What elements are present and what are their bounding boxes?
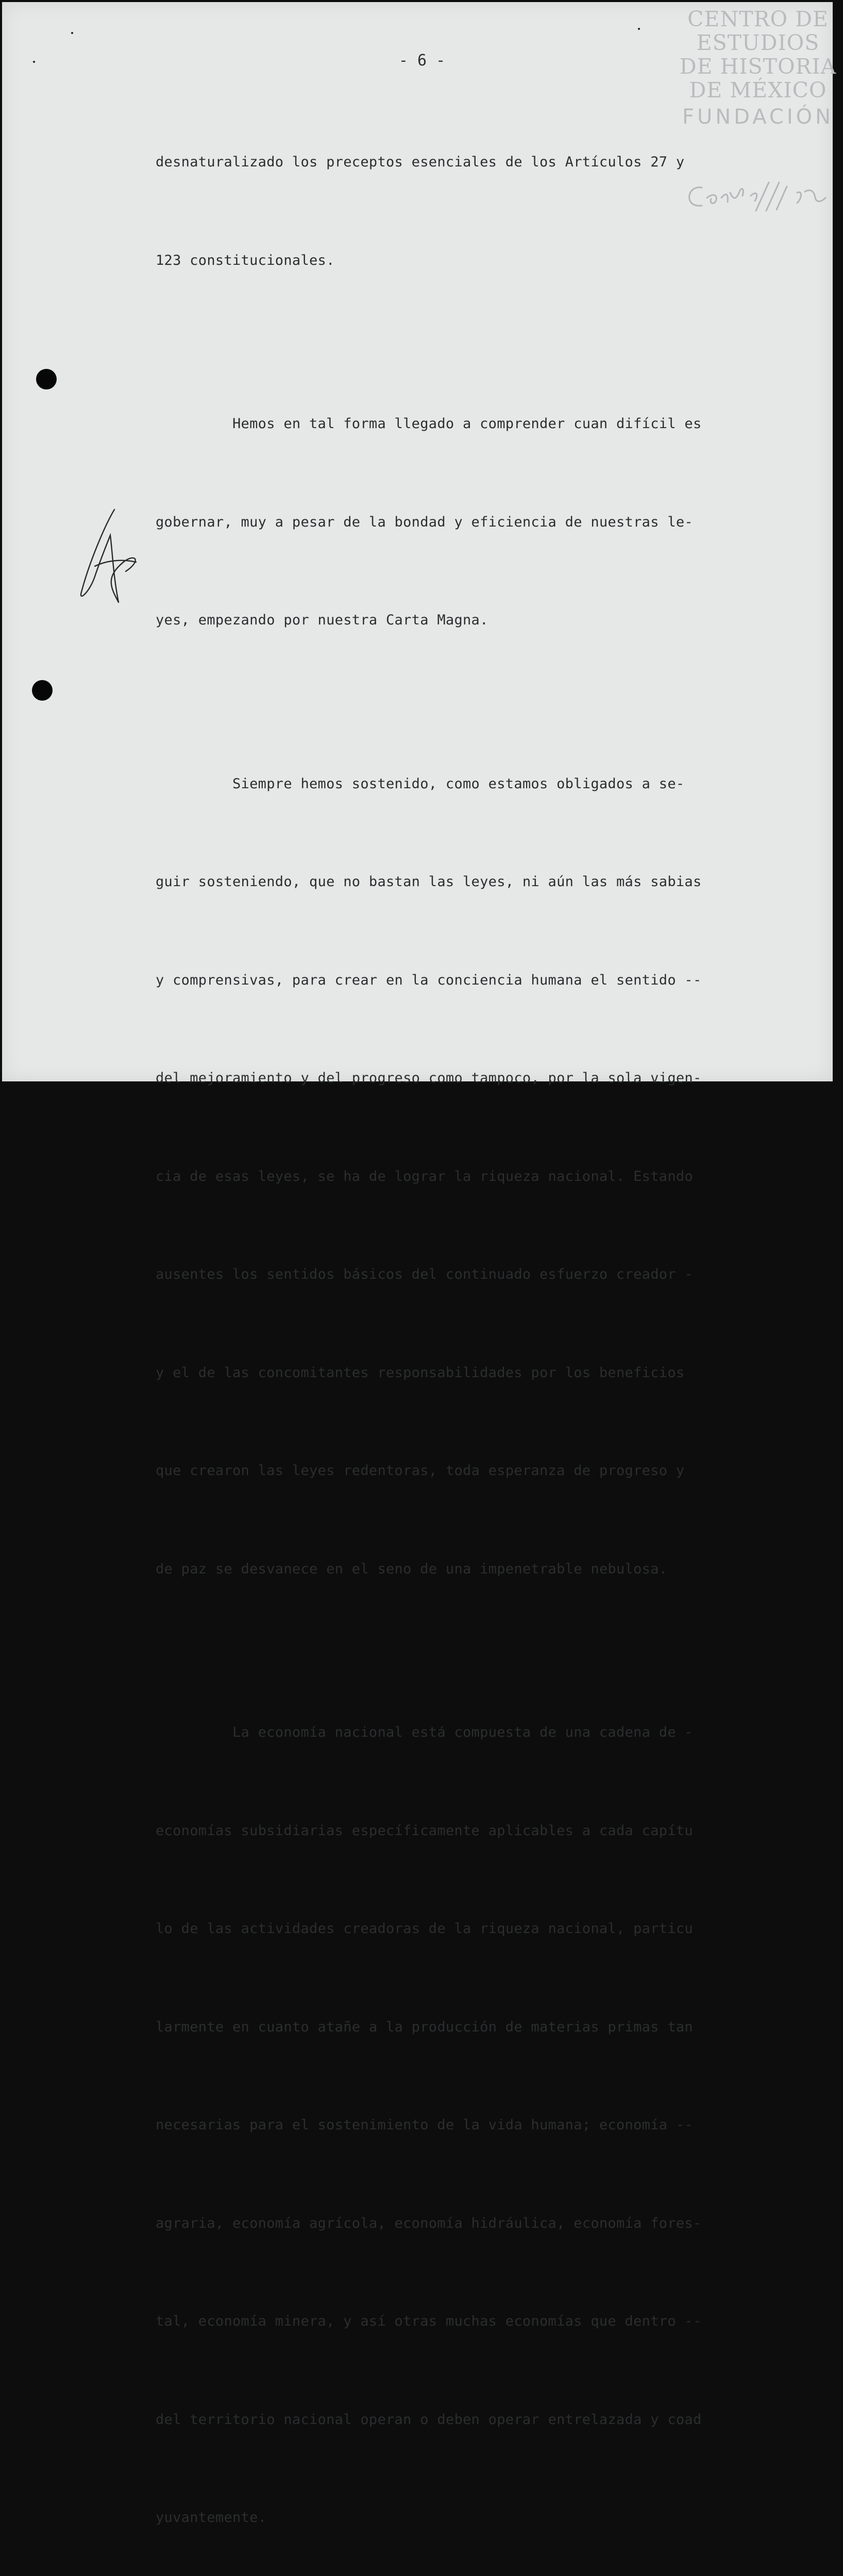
text-line: necesarias para el sostenimiento de la vida humana; economía -- <box>156 2117 693 2133</box>
text-line: guir sosteniendo, que no bastan las leyes, ni aún las más sabias <box>156 874 702 890</box>
watermark-line-2: ESTUDIOS <box>696 30 820 55</box>
page-number: - 6 - <box>398 52 446 70</box>
text-line: lo de las actividades creadoras de la riqueza nacional, particu <box>156 1921 693 1937</box>
watermark-foundation: FUNDACIÓN <box>682 105 834 129</box>
typewritten-body <box>156 80 790 2576</box>
text-line: yuvantemente. <box>156 2510 267 2526</box>
document-page <box>2 2 837 2526</box>
text-line: de paz se desvanece en el seno de una impenetrable nebulosa. <box>156 1561 668 1577</box>
text-line: yes, empezando por nuestra Carta Magna. <box>156 612 488 628</box>
watermark-line-1: CENTRO DE <box>687 7 829 31</box>
paragraph-1 <box>156 80 790 342</box>
paragraph-2 <box>156 342 790 702</box>
text-line: tal, economía minera, y así otras muchas economías que dentro -- <box>156 2313 702 2329</box>
text-line: del mejoramiento y del progreso como tampoco, por la sola vigen- <box>156 1070 702 1086</box>
text-line: La economía nacional está compuesta de una cadena de - <box>156 1724 693 1740</box>
watermark-line-4: DE MÉXICO <box>689 78 827 103</box>
text-line: agraria, economía agrícola, economía hidráulica, economía fores- <box>156 2215 702 2231</box>
text-line: y comprensivas, para crear en la conciencia humana el sentido -- <box>156 972 702 988</box>
paragraph-3 <box>156 702 790 1651</box>
punch-hole-top <box>36 369 57 389</box>
text-line: larmente en cuanto atañe a la producción de materias primas tan <box>156 2019 693 2035</box>
ink-speck <box>33 61 35 63</box>
text-line: que crearon las leyes redentoras, toda esperanza de progreso y <box>156 1463 685 1479</box>
ink-speck <box>71 32 73 34</box>
margin-initials-icon <box>74 504 146 613</box>
text-line: 123 constitucionales. <box>156 252 335 268</box>
punch-hole-bottom <box>32 680 53 701</box>
text-line: economías subsidiarias específicamente aplicables a cada capítu <box>156 1822 693 1839</box>
text-line: y el de las concomitantes responsabilidades por los beneficios <box>156 1364 685 1381</box>
text-line: gobernar, muy a pesar de la bondad y eficiencia de nuestras le- <box>156 514 693 530</box>
text-line: Hemos en tal forma llegado a comprender cuan difícil es <box>156 416 702 432</box>
text-line: Siempre hemos sostenido, como estamos obligados a se- <box>156 775 685 792</box>
text-line: ausentes los sentidos básicos del continuado esfuerzo creador - <box>156 1266 693 1282</box>
watermark-line-3: DE HISTORIA <box>679 54 837 79</box>
text-line: del territorio nacional operan o deben operar entrelazada y coad <box>156 2411 702 2428</box>
paragraph-4 <box>156 1651 790 2576</box>
text-line: desnaturalizado los preceptos esenciales de los Artículos 27 y <box>156 154 685 170</box>
ink-speck <box>638 28 640 30</box>
text-line: cia de esas leyes, se ha de lograr la riqueza nacional. Estando <box>156 1168 693 1184</box>
